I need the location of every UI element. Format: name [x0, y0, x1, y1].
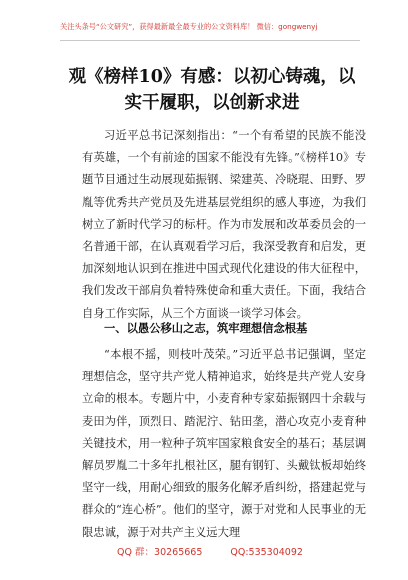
header-divider	[60, 40, 360, 41]
paragraph-intro	[82, 125, 366, 325]
paragraph-intro-text: 习近平总书记深刻指出：“一个有希望的民族不能没有英雄，一个有前途的国家不能没有先锋。”《榜样10》专题节目通过生动展现茹振钢、梁建英、冷晓琨、田野、罗胤等优秀共产党员及先进基层党组织的感人事迹，为我们树立了新时代学习的标杆。作为市发展和改革委员会的一名普通干部，在认真观看学习后，我深受教育和启发，更加深刻地认识到在推进中国式现代化建设的伟大征程中，我们发改干部肩负着特殊使命和重大责任。下面，我结合自身工作实际，从三个方面谈一谈学习体会。	[82, 129, 366, 320]
footer-qq-number: QQ:535304092	[230, 547, 303, 558]
footer-contact	[60, 544, 360, 558]
paragraph-section-1	[82, 344, 366, 544]
paragraph-section-1-text: “本根不摇，则枝叶茂荣。”习近平总书记强调，坚定理想信念，坚守共产党人精神追求，始终是共产党人安身立命的根本。专题片中，小麦育种专家茹振钢四十余载与麦田为伴，顶烈日、踏泥泞、钻田垄，潜心攻克小麦育种关键技术，用一粒种子筑牢国家粮食安全的基石；基层调解员罗胤二十多年扎根社区，腿有钢钉、头戴钛板却始终坚守一线，用耐心细致的服务化解矛盾纠纷，搭建起党与群众的“连心桥”。他们的坚守，源于对党和人民事业的无限忠诚，源于对共产主义远大理	[82, 348, 366, 539]
document-title: 观《榜样10》有感：以初心铸魂，以实干履职，以创新求进	[68, 67, 356, 113]
header-promo-text: 关注头条号“公文研究”，获得最新最全最专业的公文资料库！ 微信：gongwenyj	[60, 22, 318, 31]
section-heading-1: 一、以愚公移山之志，筑牢理想信念根基	[104, 322, 308, 335]
footer-qq-group: QQ 群：30265665	[117, 547, 203, 558]
